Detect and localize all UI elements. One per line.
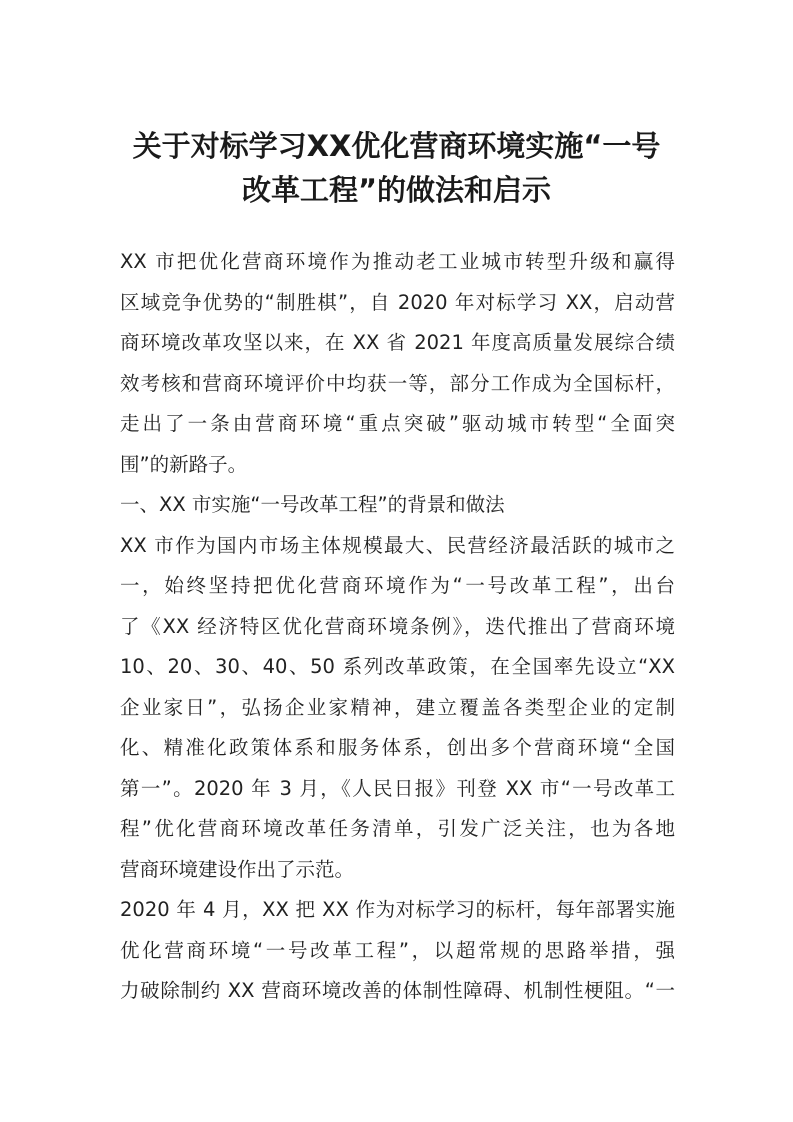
text-line: 营商环境建设作出了示范。 <box>120 857 355 881</box>
title-line: 关于对标学习XX优化营商环境实施“一号 <box>132 129 661 163</box>
paragraph-practice <box>120 890 675 1012</box>
text-line: 力破除制约 XX 营商环境改善的体制性障碍、机制性梗阻。“一 <box>120 979 675 1002</box>
text-line: 程”优化营商环境改革任务清单，引发广泛关注，也为各地 <box>120 817 675 840</box>
document-body <box>120 242 675 1012</box>
section-heading <box>120 485 675 526</box>
text-line: 一、XX 市实施“一号改革工程”的背景和做法 <box>120 493 505 516</box>
text-line: 企业家日”，弘扬企业家精神，建立覆盖各类型企业的定制 <box>120 695 675 719</box>
text-line: 走出了一条由营商环境“重点突破”驱动城市转型“全面突 <box>120 412 675 435</box>
text-line: 第一”。2020 年 3 月，《人民日报》刊登 XX 市“一号改革工 <box>120 776 675 800</box>
text-line: 2020 年 4 月，XX 把 XX 作为对标学习的标杆，每年部署实施 <box>120 898 675 921</box>
text-line: 商环境改革攻坚以来，在 XX 省 2021 年度高质量发展综合绩 <box>120 331 675 354</box>
paragraph-intro <box>120 242 675 485</box>
document-title <box>100 124 693 212</box>
paragraph-background <box>120 526 675 891</box>
text-line: 化、精准化政策体系和服务体系，创出多个营商环境“全国 <box>120 736 675 759</box>
text-line: 围”的新路子。 <box>120 452 248 476</box>
text-line: 了《XX 经济特区优化营商环境条例》，迭代推出了营商环境 <box>120 614 675 638</box>
text-line: 优化营商环境“一号改革工程”，以超常规的思路举措，强 <box>120 938 675 962</box>
text-line: 区域竞争优势的“制胜棋”，自 2020 年对标学习 XX，启动营 <box>120 290 675 314</box>
text-line: XX 市作为国内市场主体规模最大、民营经济最活跃的城市之 <box>120 533 675 557</box>
text-line: 10、20、30、40、50 系列改革政策，在全国率先设立“XX <box>120 655 675 678</box>
title-line: 改革工程”的做法和启示 <box>241 173 552 207</box>
text-line: 一，始终坚持把优化营商环境作为“一号改革工程”，出台 <box>120 574 675 597</box>
text-line: 效考核和营商环境评价中均获一等，部分工作成为全国标杆， <box>120 371 675 395</box>
text-line: XX 市把优化营商环境作为推动老工业城市转型升级和赢得 <box>120 250 675 273</box>
